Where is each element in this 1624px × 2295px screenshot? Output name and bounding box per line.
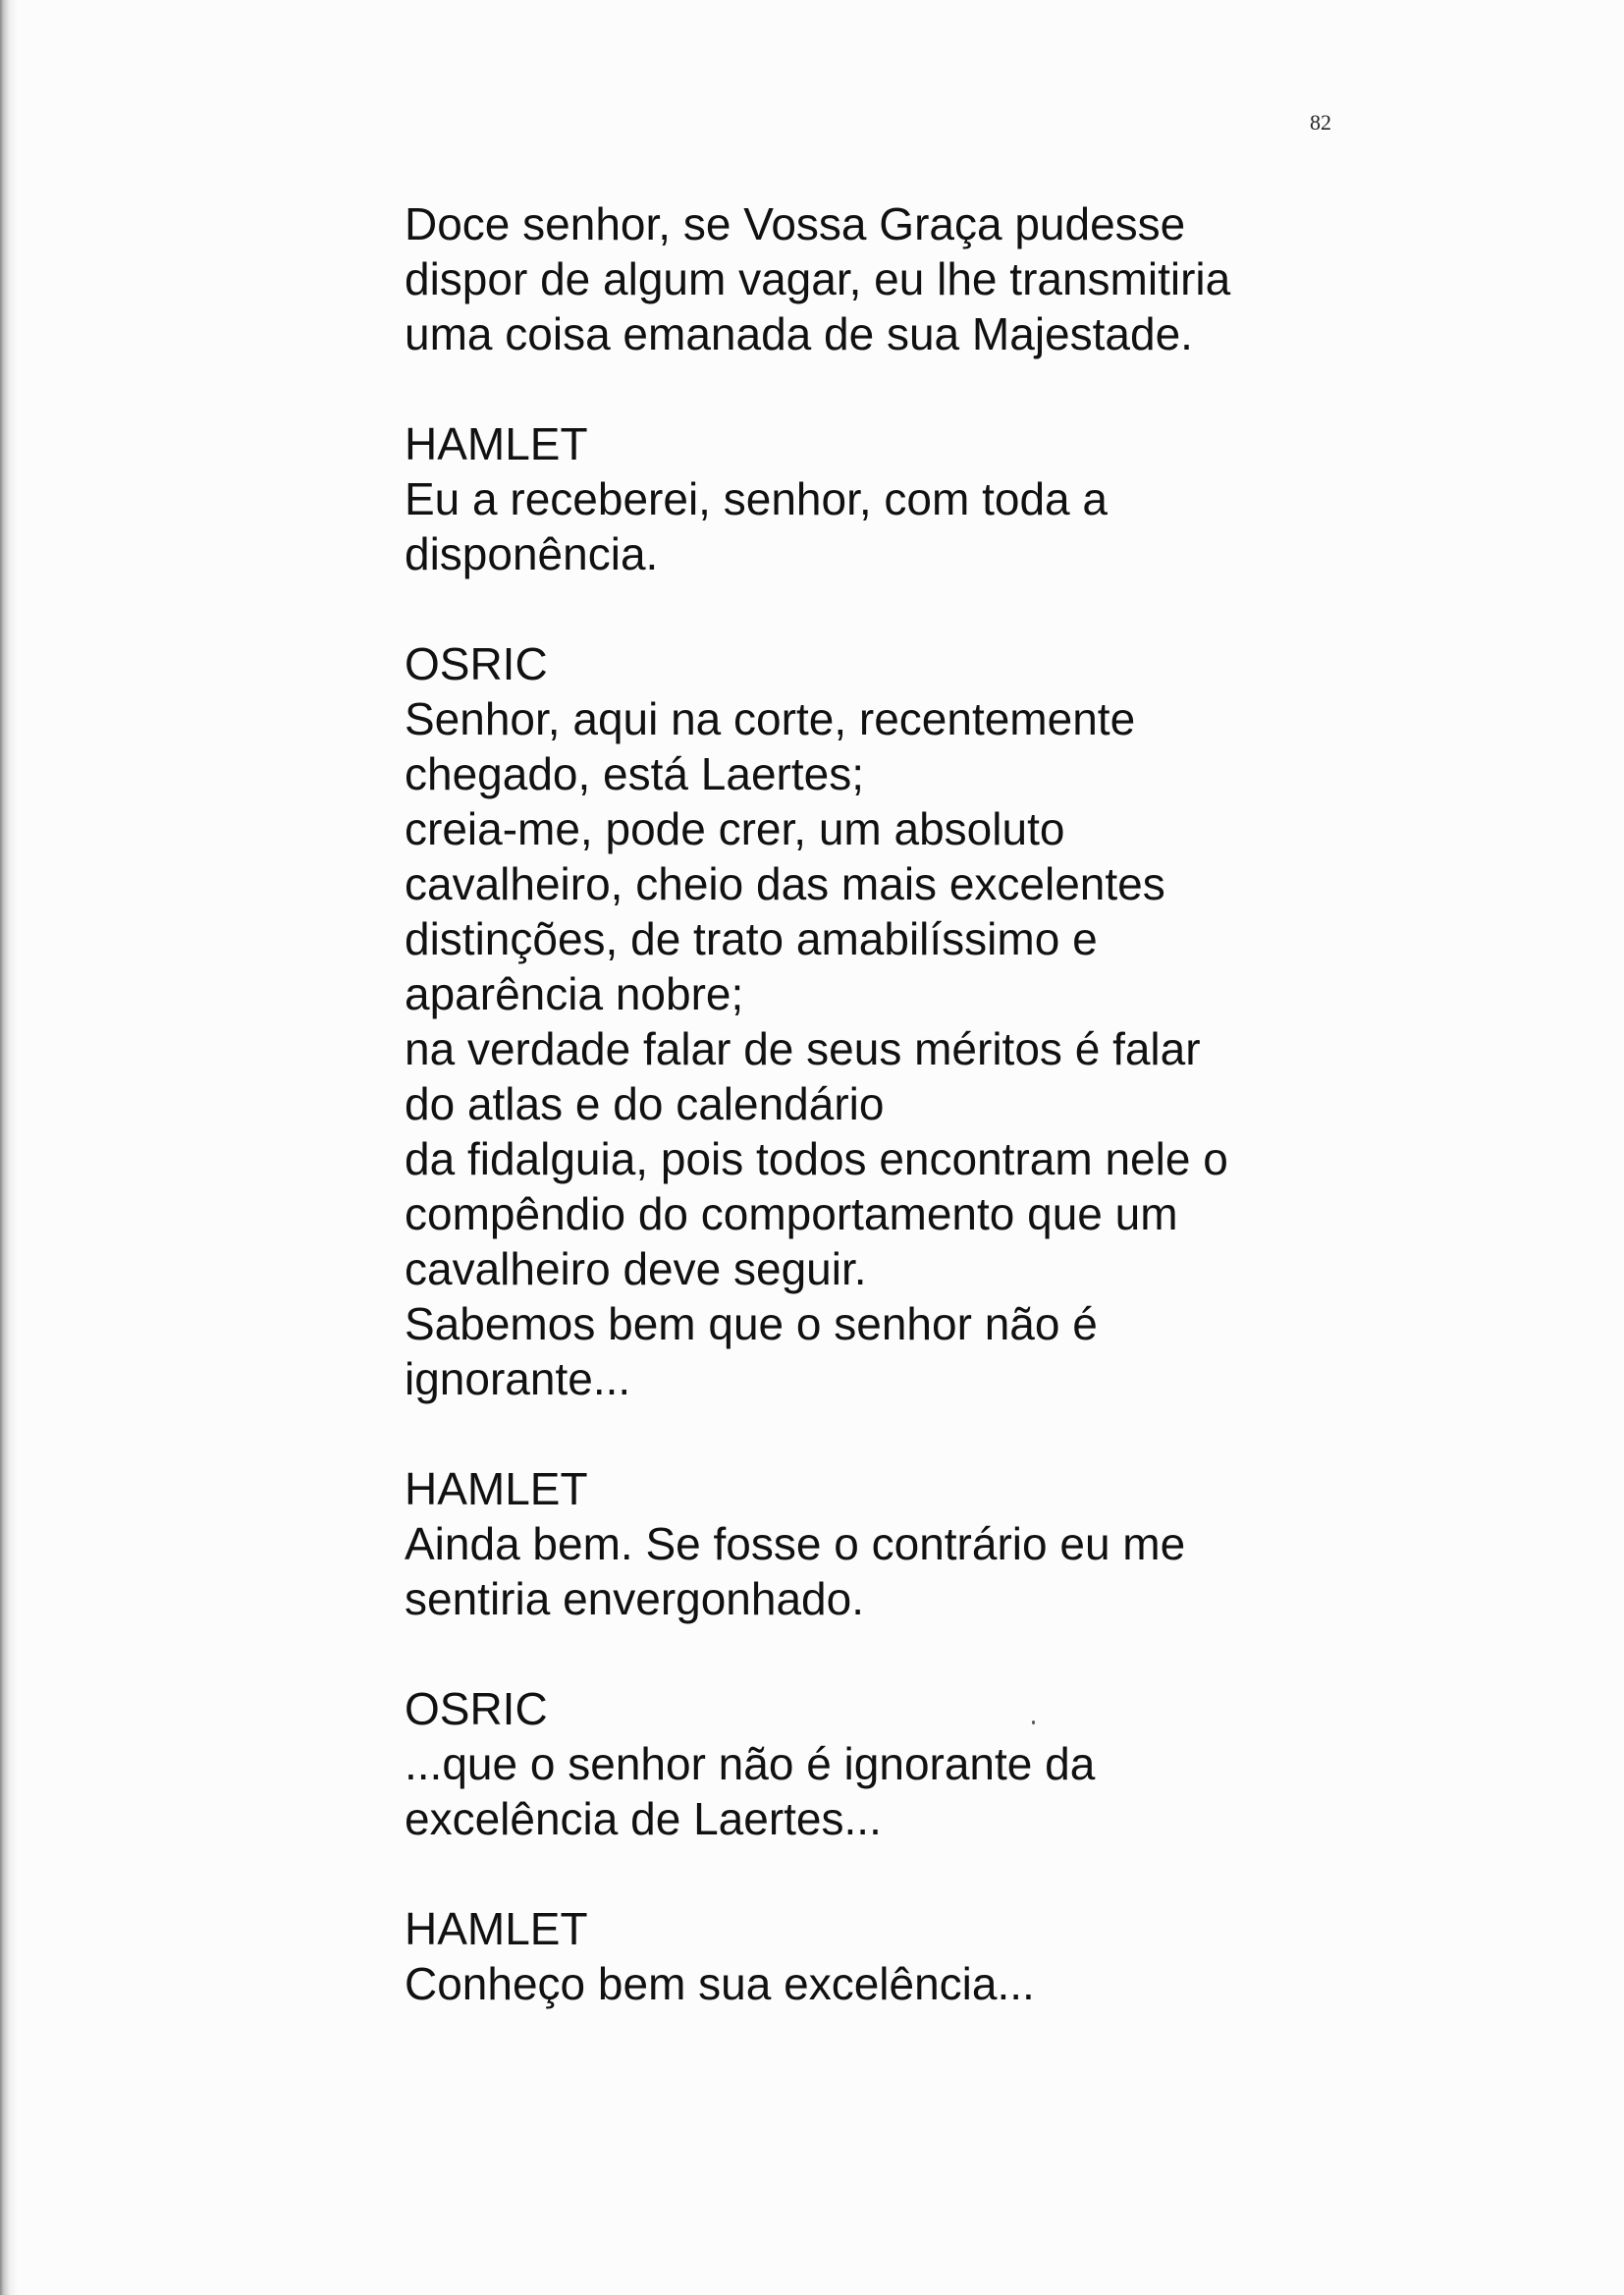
dialogue-block: [405, 416, 1386, 581]
dialogue-line: creia-me, pode crer, um absoluto: [405, 803, 1065, 854]
dialogue-line: Ainda bem. Se fosse o contrário eu me: [405, 1518, 1186, 1569]
speaker-name: HAMLET: [405, 418, 588, 469]
dialogue-line: da fidalguia, pois todos encontram nele o: [405, 1133, 1228, 1184]
dialogue-line: cavalheiro deve seguir.: [405, 1243, 867, 1294]
dialogue-line: na verdade falar de seus méritos é falar: [405, 1023, 1201, 1074]
speaker-name: OSRIC: [405, 1683, 548, 1734]
dialogue-block: [405, 1461, 1386, 1626]
dialogue-line: compêndio do comportamento que um: [405, 1188, 1178, 1239]
dialogue-line: Conheço bem sua excelência...: [405, 1958, 1035, 2009]
dialogue-line: ...que o senhor não é ignorante da: [405, 1738, 1096, 1789]
script-text: [405, 196, 1386, 2066]
dialogue-line: disponência.: [405, 528, 659, 579]
dialogue-line: ignorante...: [405, 1353, 631, 1404]
dialogue-line: sentiria envergonhado.: [405, 1573, 864, 1624]
dialogue-line: cavalheiro, cheio das mais excelentes: [405, 858, 1165, 909]
dialogue-line: excelência de Laertes...: [405, 1793, 882, 1844]
dialogue-line: dispor de algum vagar, eu lhe transmitiria: [405, 253, 1231, 304]
dialogue-block: [405, 636, 1386, 1406]
page-number: 82: [1310, 110, 1331, 135]
dialogue-line: Eu a receberei, senhor, com toda a: [405, 473, 1108, 524]
dialogue-line: chegado, está Laertes;: [405, 748, 864, 799]
dialogue-line: Senhor, aqui na corte, recentemente: [405, 693, 1136, 744]
speaker-name: HAMLET: [405, 1903, 588, 1954]
scan-speck: [1032, 1721, 1035, 1724]
dialogue-line: uma coisa emanada de sua Majestade.: [405, 308, 1193, 359]
dialogue-line: do atlas e do calendário: [405, 1078, 885, 1129]
dialogue-block: [405, 1681, 1386, 1846]
dialogue-line: distinções, de trato amabilíssimo e: [405, 913, 1098, 964]
dialogue-block: [405, 196, 1386, 361]
dialogue-line: Sabemos bem que o senhor não é: [405, 1298, 1098, 1349]
dialogue-line: Doce senhor, se Vossa Graça pudesse: [405, 198, 1186, 249]
dialogue-line: aparência nobre;: [405, 968, 744, 1019]
binding-edge-shadow: [0, 0, 18, 2295]
dialogue-block: [405, 1901, 1386, 2011]
speaker-name: HAMLET: [405, 1463, 588, 1514]
speaker-name: OSRIC: [405, 638, 548, 689]
